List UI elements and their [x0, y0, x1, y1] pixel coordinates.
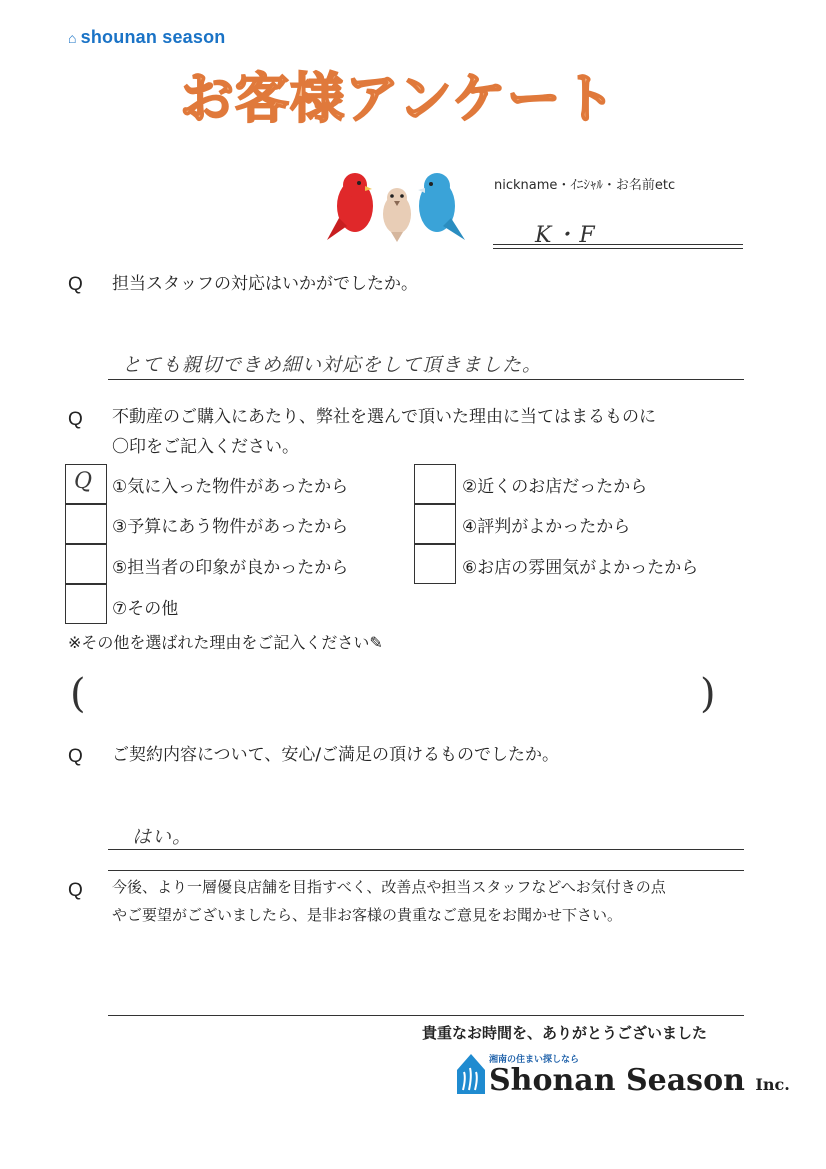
header-logo	[68, 27, 226, 48]
other-reason-field[interactable]	[95, 675, 695, 719]
q4-answer-field[interactable]	[108, 935, 744, 1015]
q3-question: ご契約内容について、安心/ご満足の頂けるものでしたか。	[112, 745, 560, 765]
footer-brand-suffix: Inc.	[755, 1075, 790, 1094]
q4-question-line2: やご要望がございましたら、是非お客様の貴重なご意見をお聞かせ下さい。	[112, 906, 623, 924]
header-logo-text: shounan season	[80, 27, 226, 47]
q2-question-line2: 〇印をご記入ください。	[112, 437, 299, 457]
option-6-label: ⑥お店の雰囲気がよかったから	[462, 558, 699, 578]
option-3-label: ③予算にあう物件があったから	[112, 517, 349, 537]
q4-marker: Q	[68, 880, 83, 901]
option-1-checkbox[interactable]	[65, 464, 107, 504]
q1-answer[interactable]: とても親切できめ細い対応をして頂きました。	[122, 354, 543, 376]
q1-answer-line	[108, 379, 744, 380]
option-5-label: ⑤担当者の印象が良かったから	[112, 558, 349, 578]
footer-tagline: 湘南の住まい探しなら	[489, 1055, 580, 1065]
house-logo-icon	[454, 1050, 488, 1096]
blue-bird-icon	[418, 173, 465, 240]
page-title: お客様アンケート	[180, 67, 617, 130]
q3-answer-line	[108, 849, 744, 850]
name-field-value[interactable]: K・F	[535, 223, 598, 248]
q4-question-line1: 今後、より一層優良店舗を目指すべく、改善点や担当スタッフなどへお気付きの点	[112, 878, 666, 896]
option-2-label: ②近くのお店だったから	[462, 477, 648, 497]
q1-marker: Q	[68, 274, 83, 295]
other-reason-prompt: ※その他を選ばれた理由をご記入ください✎	[68, 633, 383, 652]
other-reason-close-paren: )	[700, 671, 716, 717]
footer-thanks: 貴重なお時間を、ありがとうございました	[422, 1024, 708, 1042]
option-6-checkbox[interactable]	[414, 544, 456, 584]
beige-bird-icon	[383, 188, 411, 242]
option-7-checkbox[interactable]	[65, 584, 107, 624]
option-5-checkbox[interactable]	[65, 544, 107, 584]
name-underline-double	[493, 248, 743, 249]
q2-marker: Q	[68, 409, 83, 430]
name-field-label: nickname・ｲﾆｼｬﾙ・お名前etc	[494, 178, 676, 193]
name-underline	[493, 244, 743, 245]
option-3-checkbox[interactable]	[65, 504, 107, 544]
option-4-label: ④評判がよかったから	[462, 517, 631, 537]
option-1-label: ①気に入った物件があったから	[112, 477, 349, 497]
option-1-mark: Q	[74, 469, 94, 494]
footer-brand-name: Shonan Season	[489, 1063, 745, 1098]
option-4-checkbox[interactable]	[414, 504, 456, 544]
q3-marker: Q	[68, 746, 83, 767]
footer-brand	[489, 1063, 790, 1098]
option-7-label: ⑦その他	[112, 599, 179, 619]
q2-question-line1: 不動産のご購入にあたり、弊社を選んで頂いた理由に当てはまるものに	[112, 407, 656, 427]
house-icon: ⌂	[68, 30, 77, 46]
q1-question: 担当スタッフの対応はいかがでしたか。	[112, 274, 418, 294]
q4-answer-line	[108, 1015, 744, 1016]
red-bird-icon	[327, 173, 373, 240]
birds-illustration	[325, 168, 470, 243]
option-2-checkbox[interactable]	[414, 464, 456, 504]
q3-answer-line-2	[108, 870, 744, 871]
q3-answer[interactable]: はい。	[132, 826, 193, 848]
other-reason-open-paren: (	[70, 671, 86, 717]
